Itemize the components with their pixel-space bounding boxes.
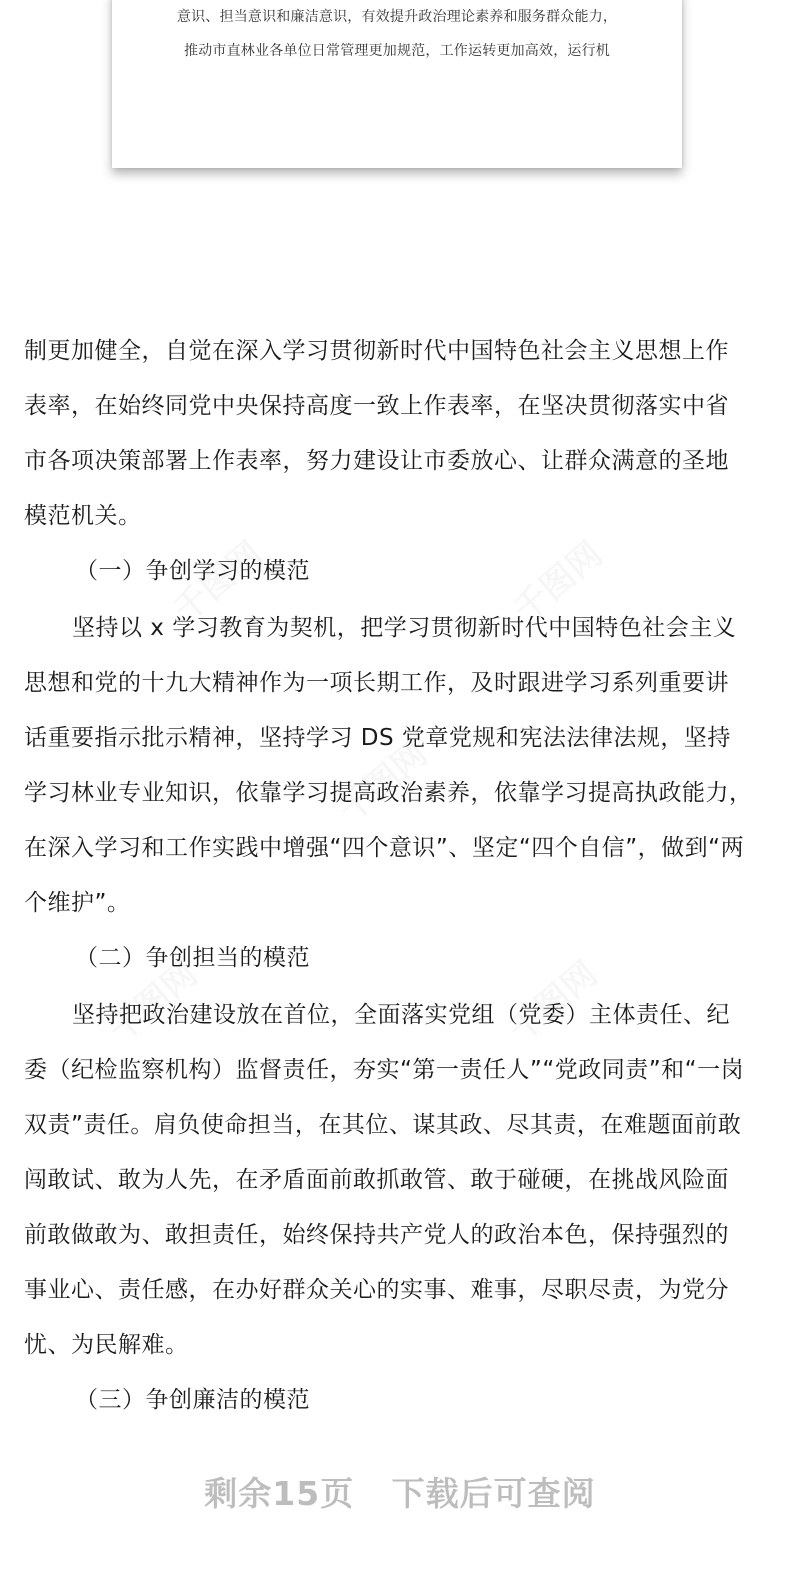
body-line: 思想和党的十九大精神作为一项长期工作，及时跟进学习系列重要讲 [24,670,729,696]
body-line: 市各项决策部署上作表率，努力建设让市委放心、让群众满意的圣地 [24,448,729,474]
body-line: 个维护”。 [24,890,131,916]
body-line: 前敢做敢为、敢担责任，始终保持共产党人的政治本色，保持强烈的 [24,1222,729,1248]
body-line: 闯敢试、敢为人先，在矛盾面前敢抓敢管、敢于碰硬，在挑战风险面 [24,1167,729,1193]
preview-line-1: 意识、担当意识和廉洁意识，有效提升政治理论素养和服务群众能力， [176,9,618,25]
body-line: 在深入学习和工作实践中增强“四个意识”、坚定“四个自信”，做到“两 [24,835,745,861]
body-line: 忧、为民解难。 [24,1332,189,1358]
body-line: 模范机关。 [24,503,142,529]
section-heading-1: （一）争创学习的模范 [75,558,310,584]
body-line: 坚持把政治建设放在首位，全面落实党组（党委）主体责任、纪 [72,1002,730,1028]
section-heading-3: （三）争创廉洁的模范 [75,1387,310,1413]
body-line: 表率，在始终同党中央保持高度一致上作表率，在坚决贯彻落实中省 [24,393,729,419]
body-line: 双责”责任。肩负使命担当，在其位、谋其政、尽其责，在难题面前敢 [24,1112,742,1138]
body-line: 话重要指示批示精神，坚持学习 DS 党章党规和宪法法律法规，坚持 [24,725,731,751]
preview-line-2: 推动市直林业各单位日常管理更加规范，工作运转更加高效，运行机 [184,43,610,59]
body-line: 事业心、责任感，在办好群众关心的实事、难事，尽职尽责，为党分 [24,1277,729,1303]
body-line: 委（纪检监察机构）监督责任，夯实“第一责任人”“党政同责”和“一岗 [24,1057,745,1083]
body-line: 坚持以 x 学习教育为契机，把学习贯彻新时代中国特色社会主义 [72,615,737,641]
body-line: 制更加健全，自觉在深入学习贯彻新时代中国特色社会主义思想上作 [24,338,729,364]
body-line: 学习林业专业知识，依靠学习提高政治素养，依靠学习提高执政能力， [24,780,753,806]
preview-card [112,0,682,168]
section-heading-2: （二）争创担当的模范 [75,945,310,971]
remaining-pages-notice[interactable]: 剩余15页 下载后可查阅 [204,1474,596,1513]
